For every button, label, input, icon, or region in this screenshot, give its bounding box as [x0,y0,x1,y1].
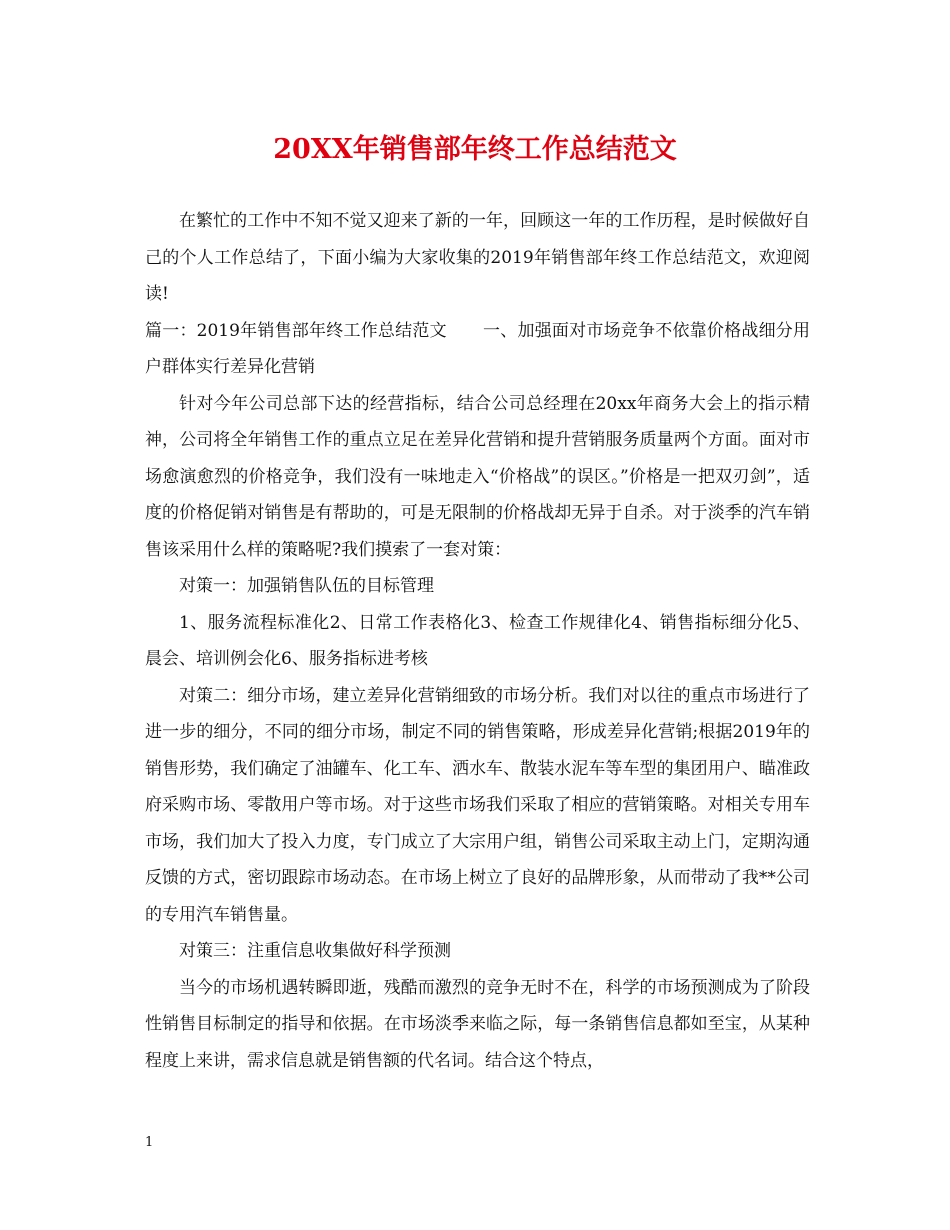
strategy-heading: 对策三：注重信息收集做好科学预测 [179,941,451,961]
document-title: 20XX年销售部年终工作总结范文 [273,134,677,165]
strategy-items: 1、服务流程标准化2、日常工作表格化3、检查工作规律化4、销售指标细分化5、晨会、培训例会化6、服务指标进考核 [145,612,810,669]
paragraph: 针对今年公司总部下达的经营指标，结合公司总经理在20xx年商务大会上的指示精神，公司将全年销售工作的重点立足在差异化营销和提升营销服务质量两个方面。面对市场愈演愈烈的价格竞争，我们没有一味地走入“价格战”的误区。”价格是一把双刃剑”，适度的价格促销对销售是有帮助的，可是无限制的价格战却无异于自杀。对于淡季的汽车销售该采用什么样的策略呢?我们摸索了一套对策： [145,393,810,560]
section-heading-paragraph [145,313,810,386]
paragraph: 当今的市场机遇转瞬即逝，残酷而激烈的竞争无时不在，科学的市场预测成为了阶段性销售目标制定的指导和依据。在市场淡季来临之际，每一条销售信息都如至宝，从某种程度上来讲，需求信息就是销售额的代名词。结合这个特点， [145,977,810,1071]
document-body [145,203,810,1079]
intro-paragraph: 在繁忙的工作中不知不觉又迎来了新的一年，回顾这一年的工作历程，是时候做好自己的个人工作总结了，下面小编为大家收集的2019年销售部年终工作总结范文，欢迎阅读! [145,211,810,304]
paragraph: 对策二：细分市场，建立差异化营销细致的市场分析。我们对以往的重点市场进行了进一步的细分，不同的细分市场，制定不同的销售策略，形成差异化营销;根据2019年的销售形势，我们确定了油罐车、化工车、洒水车、散装水泥车等车型的集团用户、瞄准政府采购市场、零散用户等市场。对于这些市场我们采取了相应的营销策略。对相关专用车市场，我们加大了投入力度，专门成立了大宗用户组，销售公司采取主动上门，定期沟通反馈的方式，密切跟踪市场动态。在市场上树立了良好的品牌形象，从而带动了我**公司的专用汽车销售量。 [145,685,810,925]
page-number: 1 [145,1135,154,1150]
strategy-heading: 对策一：加强销售队伍的目标管理 [179,576,434,596]
section-heading: 篇一：2019年销售部年终工作总结范文 [145,320,447,341]
section-heading-continuation: 一、加强面对市场竞争不依靠价格战细分用户群体实行差异化营销 [145,320,811,377]
